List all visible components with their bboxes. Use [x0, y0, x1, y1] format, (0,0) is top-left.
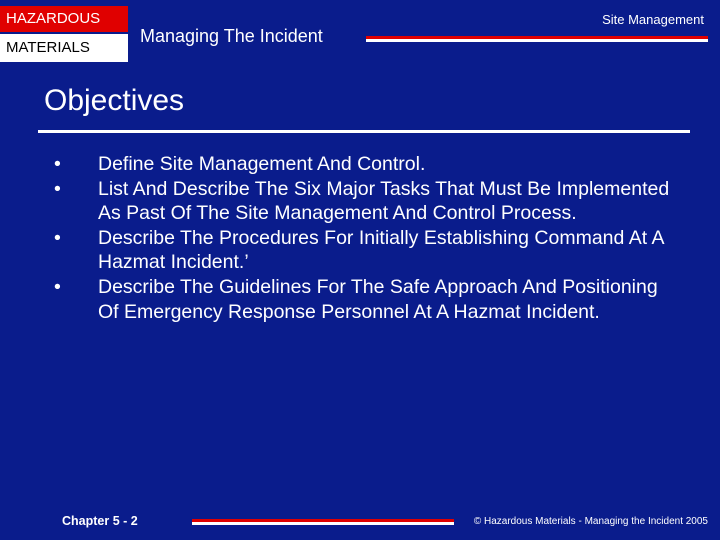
list-item — [54, 226, 674, 275]
header-section-label: Site Management — [602, 12, 704, 27]
bullet-text: Describe The Guidelines For The Safe Approach And Positioning Of Emergency Response Personnel At A Hazmat Incident. — [98, 275, 658, 323]
bullet-text: Define Site Management And Control. — [98, 153, 426, 175]
list-item — [54, 177, 674, 226]
logo-hazardous: HAZARDOUS — [0, 6, 128, 32]
bullet-marker: • — [54, 177, 61, 200]
list-item — [54, 275, 674, 324]
footer-divider-white — [192, 522, 454, 525]
footer-chapter-label: Chapter 5 - 2 — [62, 514, 138, 528]
header-title: Managing The Incident — [140, 26, 323, 46]
bullet-text: List And Describe The Six Major Tasks That Must Be Implemented As Past Of The Site Management And Control Process. — [98, 177, 670, 225]
objectives-list — [54, 152, 674, 324]
list-item — [54, 152, 674, 177]
bullet-text: Describe The Procedures For Initially Establishing Command At A Hazmat Incident.’ — [98, 226, 664, 274]
slide-title: Objectives — [44, 84, 185, 117]
bullet-marker: • — [54, 275, 61, 298]
logo-materials: MATERIALS — [0, 34, 128, 62]
bullet-marker: • — [54, 153, 61, 175]
header-divider-white — [366, 39, 708, 42]
bullet-marker: • — [54, 226, 61, 249]
footer-copyright: © Hazardous Materials - Managing the Incident 2005 — [473, 516, 708, 527]
title-divider — [38, 130, 690, 133]
